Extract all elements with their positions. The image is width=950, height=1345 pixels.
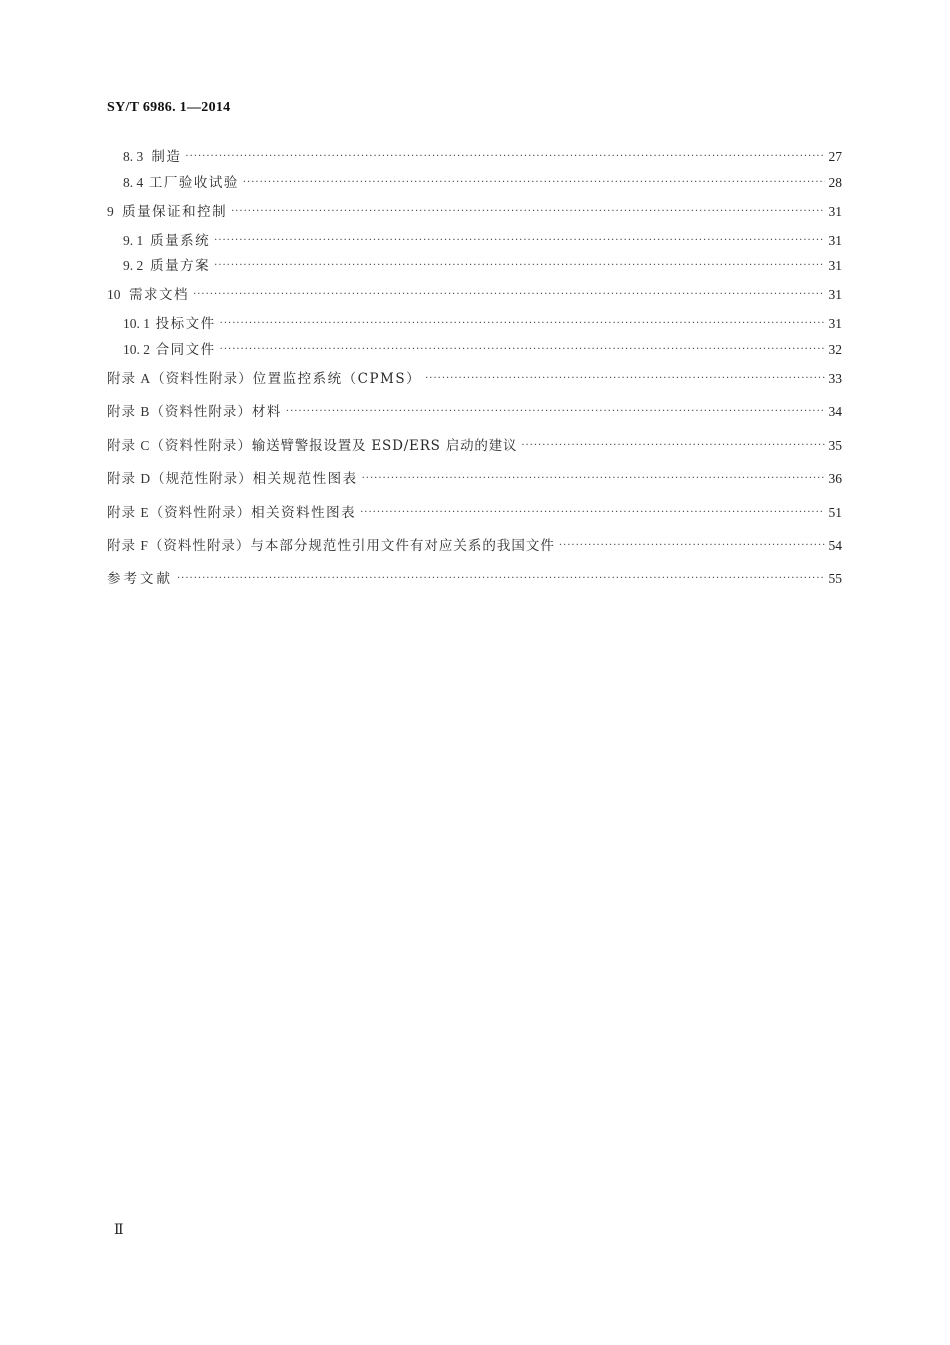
toc-leader-dots: [214, 235, 824, 246]
toc-entry-title: 质量系统: [150, 233, 211, 249]
toc-entry-page: 34: [828, 404, 842, 419]
toc-entry-title: 制造: [151, 149, 182, 165]
toc-entry-title: 与本部分规范性引用文件有对应关系的我国文件: [250, 538, 555, 554]
toc-entry-appendix-b[interactable]: [107, 400, 842, 420]
toc-leader-dots: [559, 540, 825, 551]
toc-entry-number: 附录 F（资料性附录）: [107, 538, 251, 553]
toc-entry-number: 10. 1: [123, 316, 150, 331]
toc-entry-number: 8. 3: [123, 149, 144, 164]
toc-entry-appendix-a[interactable]: [107, 367, 842, 387]
toc-leader-dots: [185, 151, 824, 162]
toc-entry-page: 51: [828, 505, 842, 520]
toc-entry-page: 31: [828, 233, 842, 248]
toc-entry[interactable]: [123, 338, 842, 358]
toc-entry-number: 9. 2: [123, 258, 144, 273]
toc-entry-number: 10. 2: [123, 342, 150, 357]
toc-entry-number: 8. 4: [123, 175, 144, 190]
toc-leader-dots: [286, 406, 825, 417]
toc-entry-number: 附录 B（资料性附录）: [107, 404, 252, 419]
toc-leader-dots: [220, 344, 825, 355]
toc-entry[interactable]: [107, 283, 842, 303]
toc-leader-dots: [243, 177, 825, 188]
toc-entry-title: 位置监控系统（CPMS）: [252, 371, 422, 387]
toc-leader-dots: [214, 260, 824, 271]
toc-leader-dots: [193, 289, 824, 300]
toc-entry-references[interactable]: [107, 567, 842, 587]
toc-entry-title: 材料: [251, 404, 282, 420]
toc-leader-dots: [220, 318, 825, 329]
toc-entry[interactable]: [123, 145, 842, 165]
toc-entry-page: 54: [828, 538, 842, 553]
toc-entry-appendix-c[interactable]: [107, 434, 842, 454]
toc-entry-page: 31: [828, 258, 842, 273]
toc-entry-page: 27: [828, 149, 842, 164]
toc-entry-title: 输送臂警报设置及 ESD/ERS 启动的建议: [251, 438, 518, 454]
toc-leader-dots: [425, 373, 824, 384]
toc-leader-dots: [177, 573, 824, 584]
toc-entry-title: 工厂验收试验: [148, 175, 239, 191]
toc-entry[interactable]: [123, 229, 842, 249]
toc-entry-page: 36: [828, 471, 842, 486]
toc-entry[interactable]: [107, 200, 842, 220]
toc-entry-number: 9: [107, 204, 114, 219]
toc-entry-page: 31: [828, 316, 842, 331]
toc-leader-dots: [231, 206, 824, 217]
toc-leader-dots: [360, 507, 824, 518]
toc-entry-number: 附录 E（资料性附录）: [107, 505, 252, 520]
toc-entry-title: 相关资料性图表: [251, 505, 357, 521]
toc-entry[interactable]: [123, 312, 842, 332]
toc-leader-dots: [521, 440, 824, 451]
toc-entry-number: 附录 D（规范性附录）: [107, 471, 253, 486]
toc-entry-appendix-f[interactable]: [107, 534, 842, 554]
toc-entry-number: 附录 A（资料性附录）: [107, 371, 253, 386]
toc-entry-title: 参考文献: [107, 571, 173, 587]
toc-entry-number: 10: [107, 287, 121, 302]
page-number: Ⅱ: [114, 1223, 124, 1238]
toc-entry-title: 合同文件: [155, 342, 216, 358]
toc-entry-appendix-e[interactable]: [107, 501, 842, 521]
toc-entry-page: 31: [828, 204, 842, 219]
toc-entry-page: 35: [828, 438, 842, 453]
toc-entry[interactable]: [123, 171, 842, 191]
toc-entry-page: 32: [828, 342, 842, 357]
toc-entry-number: 9. 1: [123, 233, 144, 248]
toc-entry-appendix-d[interactable]: [107, 467, 842, 487]
toc-entry-page: 55: [828, 571, 842, 586]
toc-entry-page: 28: [828, 175, 842, 190]
toc-entry-page: 31: [828, 287, 842, 302]
toc-entry-title: 质量方案: [150, 258, 211, 274]
toc-entry-title: 质量保证和控制: [122, 204, 228, 220]
page-header-standard-code: SY/T 6986. 1—2014: [107, 100, 231, 115]
toc-entry-title: 投标文件: [155, 316, 216, 332]
toc-leader-dots: [362, 473, 825, 484]
toc-entry-number: 附录 C（资料性附录）: [107, 438, 252, 453]
toc-entry-page: 33: [828, 371, 842, 386]
toc-entry[interactable]: [123, 254, 842, 274]
toc-entry-title: 相关规范性图表: [252, 471, 358, 487]
toc-entry-title: 需求文档: [129, 287, 190, 303]
